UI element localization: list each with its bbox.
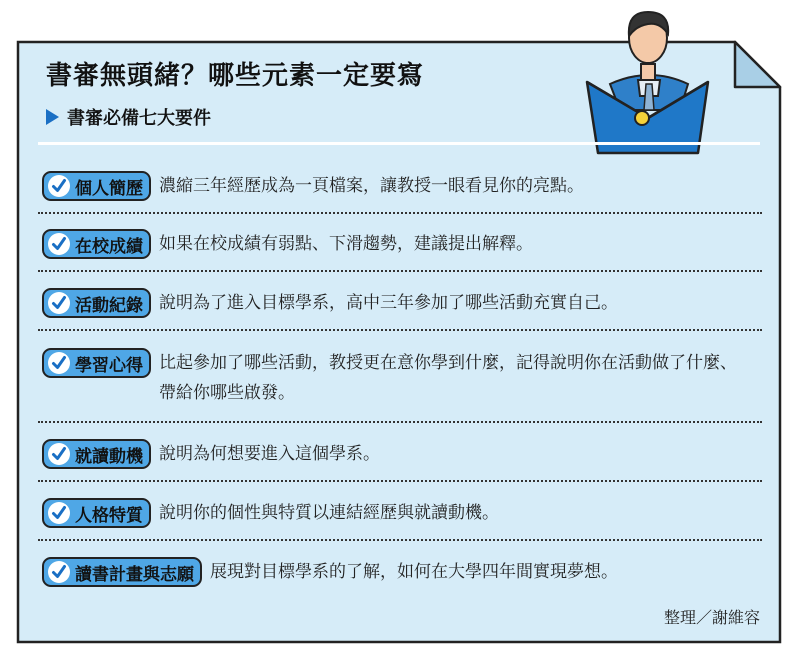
list-item bbox=[42, 557, 730, 587]
check-icon bbox=[48, 443, 70, 465]
triangle-bullet-icon bbox=[46, 109, 59, 125]
item-label: 活動紀錄 bbox=[75, 295, 143, 316]
list-item bbox=[42, 439, 739, 469]
item-badge bbox=[42, 288, 151, 318]
item-badge bbox=[42, 229, 151, 259]
check-icon bbox=[48, 502, 70, 524]
check-icon bbox=[48, 352, 70, 374]
item-description: 濃縮三年經歷成為一頁檔案，讓教授一眼看見你的亮點。 bbox=[159, 176, 584, 196]
item-label: 人格特質 bbox=[75, 505, 143, 526]
item-label: 就讀動機 bbox=[75, 446, 143, 467]
item-badge bbox=[42, 439, 151, 469]
list-item bbox=[42, 288, 739, 318]
subtitle bbox=[46, 104, 211, 130]
item-description: 比起參加了哪些活動，教授更在意你學到什麼，記得說明你在活動做了什麼、帶給你哪些啟發。 bbox=[159, 353, 737, 403]
list-item bbox=[42, 498, 739, 528]
dotted-divider bbox=[38, 329, 762, 331]
dotted-divider bbox=[38, 480, 762, 482]
dotted-divider bbox=[38, 270, 762, 272]
item-description: 說明你的個性與特質以連結經歷與就讀動機。 bbox=[159, 503, 499, 523]
item-description: 展現對目標學系的了解，如何在大學四年間實現夢想。 bbox=[210, 562, 618, 582]
list-item bbox=[42, 171, 739, 201]
dotted-divider bbox=[38, 212, 762, 214]
check-icon bbox=[48, 175, 70, 197]
item-label: 個人簡歷 bbox=[75, 178, 143, 199]
item-label: 學習心得 bbox=[75, 355, 143, 376]
item-badge bbox=[42, 557, 202, 587]
check-icon bbox=[48, 233, 70, 255]
list-item bbox=[42, 229, 739, 259]
list-item bbox=[42, 348, 744, 408]
check-icon bbox=[48, 561, 70, 583]
item-description: 說明為何想要進入這個學系。 bbox=[159, 444, 380, 464]
item-description: 說明為了進入目標學系，高中三年參加了哪些活動充實自己。 bbox=[159, 293, 618, 313]
header-divider bbox=[38, 142, 760, 145]
item-description: 如果在校成績有弱點、下滑趨勢，建議提出解釋。 bbox=[159, 234, 533, 254]
item-badge bbox=[42, 171, 151, 201]
subtitle-text: 書審必備七大要件 bbox=[67, 108, 211, 129]
item-badge bbox=[42, 498, 151, 528]
dotted-divider bbox=[38, 539, 762, 541]
dotted-divider bbox=[38, 421, 762, 423]
item-label: 在校成績 bbox=[75, 236, 143, 257]
item-badge bbox=[42, 348, 151, 378]
page-title: 書審無頭緒？哪些元素一定要寫 bbox=[46, 61, 425, 91]
check-icon bbox=[48, 292, 70, 314]
item-label: 讀書計畫與志願 bbox=[75, 564, 194, 585]
author-credit: 整理／謝維容 bbox=[663, 608, 760, 627]
